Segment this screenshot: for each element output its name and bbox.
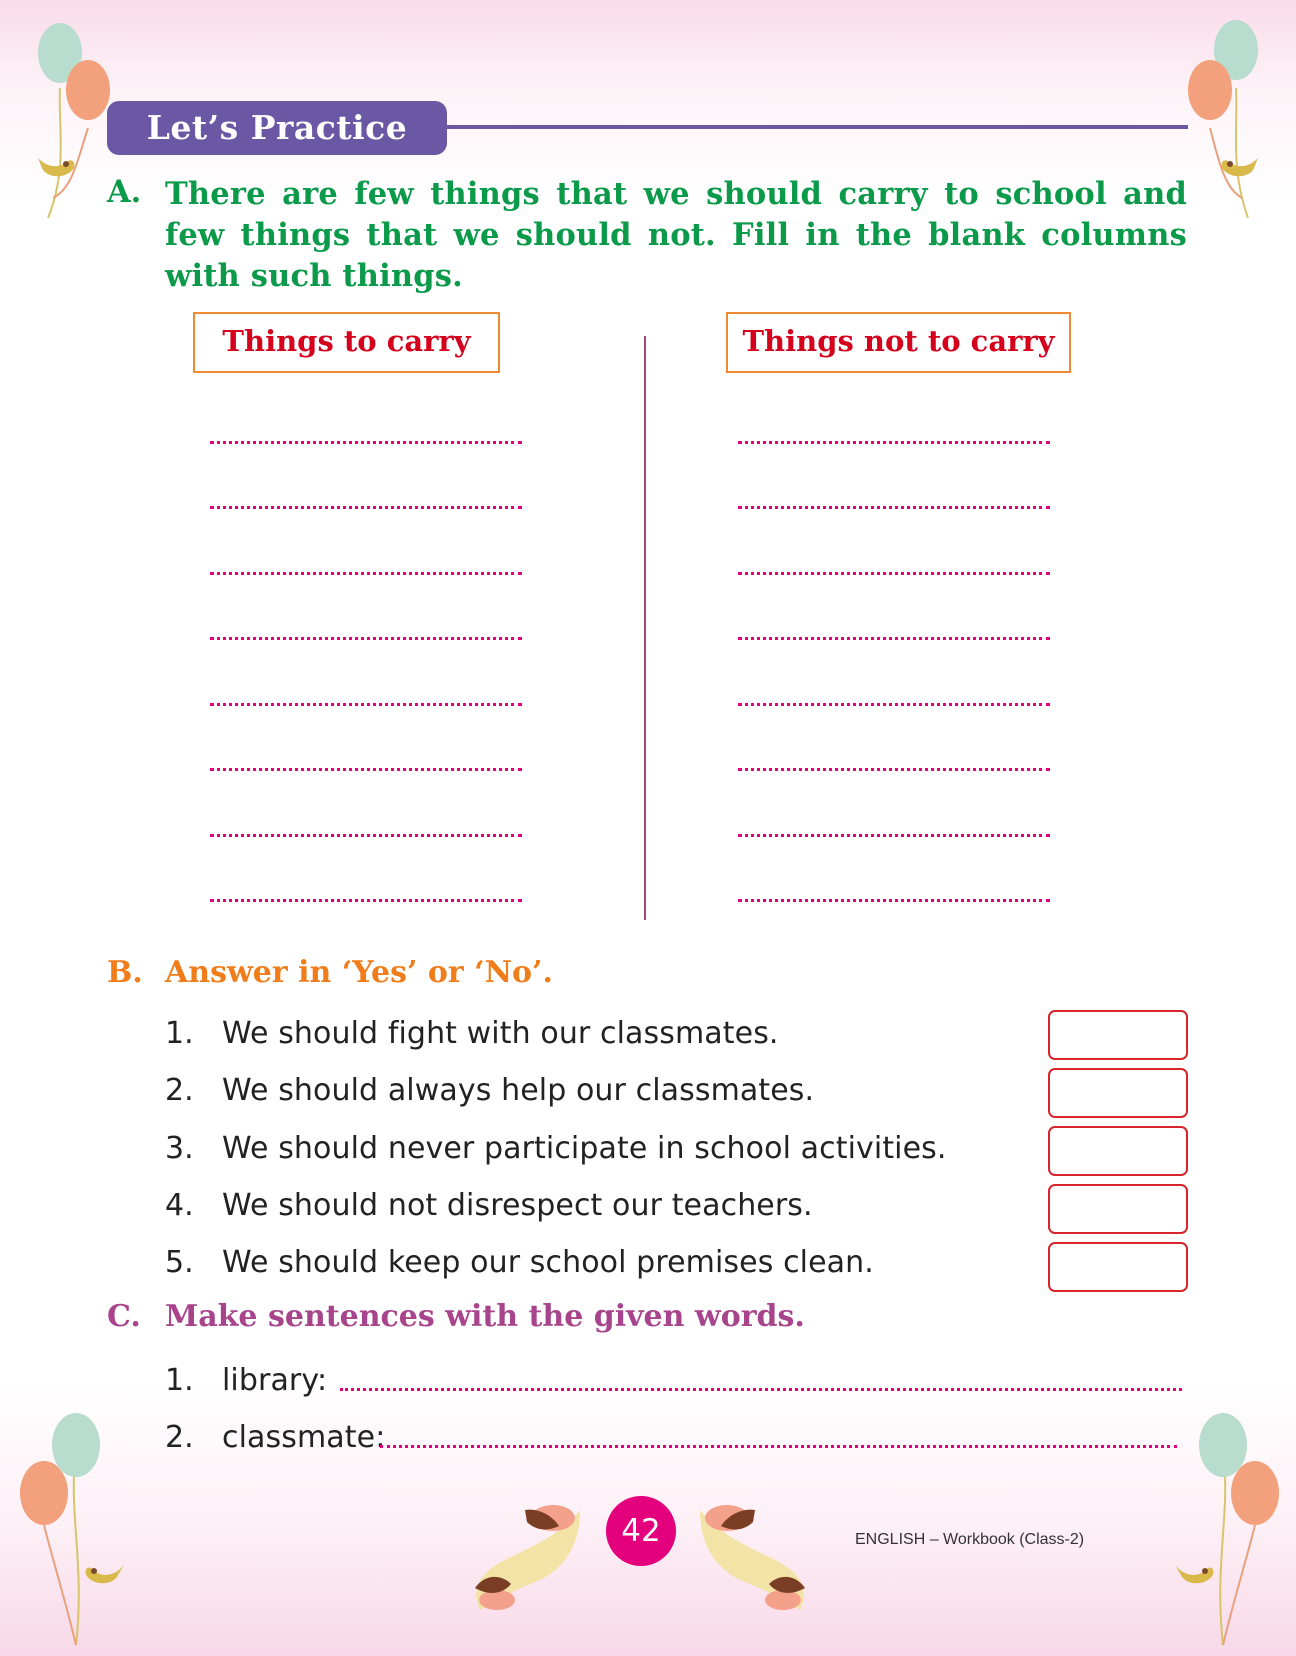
page-number: 42 [606, 1496, 676, 1566]
question-number: 4. [165, 1188, 194, 1223]
section-c-letter: C. [107, 1299, 141, 1334]
answer-box-5[interactable] [1048, 1242, 1188, 1292]
question-text: We should fight with our classmates. [222, 1016, 779, 1051]
given-word: library: [222, 1363, 328, 1398]
given-word: classmate: [222, 1420, 386, 1455]
header-rule [440, 125, 1188, 129]
balloons-bottom-right-icon [1165, 1405, 1285, 1656]
blank-line-right-8[interactable] [738, 899, 1050, 902]
blank-line-right-2[interactable] [738, 506, 1050, 509]
question-text: We should always help our classmates. [222, 1073, 815, 1108]
blank-line-right-3[interactable] [738, 572, 1050, 575]
blank-line-right-5[interactable] [738, 703, 1050, 706]
blank-line-left-6[interactable] [210, 768, 522, 771]
blank-line-left-3[interactable] [210, 572, 522, 575]
sentence-line-2[interactable] [380, 1445, 1177, 1448]
blank-line-left-5[interactable] [210, 703, 522, 706]
question-text: We should keep our school premises clean. [222, 1245, 874, 1280]
answer-box-3[interactable] [1048, 1126, 1188, 1176]
section-a-letter: A. [107, 174, 142, 210]
answer-box-2[interactable] [1048, 1068, 1188, 1118]
question-number: 2. [165, 1073, 194, 1108]
ribbon-bird-right-icon [695, 1490, 825, 1620]
blank-line-right-4[interactable] [738, 637, 1050, 640]
blank-line-left-7[interactable] [210, 834, 522, 837]
blank-line-right-6[interactable] [738, 768, 1050, 771]
sentence-line-1[interactable] [340, 1388, 1182, 1391]
question-number: 1. [165, 1016, 194, 1051]
blank-line-left-1[interactable] [210, 441, 522, 444]
question-number: 3. [165, 1131, 194, 1166]
lets-practice-tab: Let’s Practice [107, 101, 447, 155]
question-text: We should not disrespect our teachers. [222, 1188, 813, 1223]
sentence-number: 1. [165, 1363, 194, 1398]
book-title: ENGLISH – Workbook (Class-2) [855, 1531, 1085, 1548]
balloons-bottom-left-icon [14, 1405, 134, 1656]
blank-line-left-8[interactable] [210, 899, 522, 902]
answer-box-1[interactable] [1048, 1010, 1188, 1060]
column-head-things-not-to-carry: Things not to carry [726, 312, 1071, 373]
blank-line-left-4[interactable] [210, 637, 522, 640]
question-number: 5. [165, 1245, 194, 1280]
sentence-number: 2. [165, 1420, 194, 1455]
column-divider [644, 336, 646, 920]
answer-box-4[interactable] [1048, 1184, 1188, 1234]
blank-line-right-7[interactable] [738, 834, 1050, 837]
column-head-things-to-carry: Things to carry [193, 312, 500, 373]
blank-line-right-1[interactable] [738, 441, 1050, 444]
section-a-instruction: There are few things that we should carry to school and few things that we should not. Fill in the blank columns with such things. [165, 176, 1187, 294]
section-c-heading: Make sentences with the given words. [165, 1299, 805, 1334]
section-b-heading: Answer in ‘Yes’ or ‘No’. [165, 955, 553, 990]
ribbon-bird-left-icon [455, 1490, 585, 1620]
question-text: We should never participate in school activities. [222, 1131, 947, 1166]
section-b-letter: B. [107, 955, 143, 990]
blank-line-left-2[interactable] [210, 506, 522, 509]
